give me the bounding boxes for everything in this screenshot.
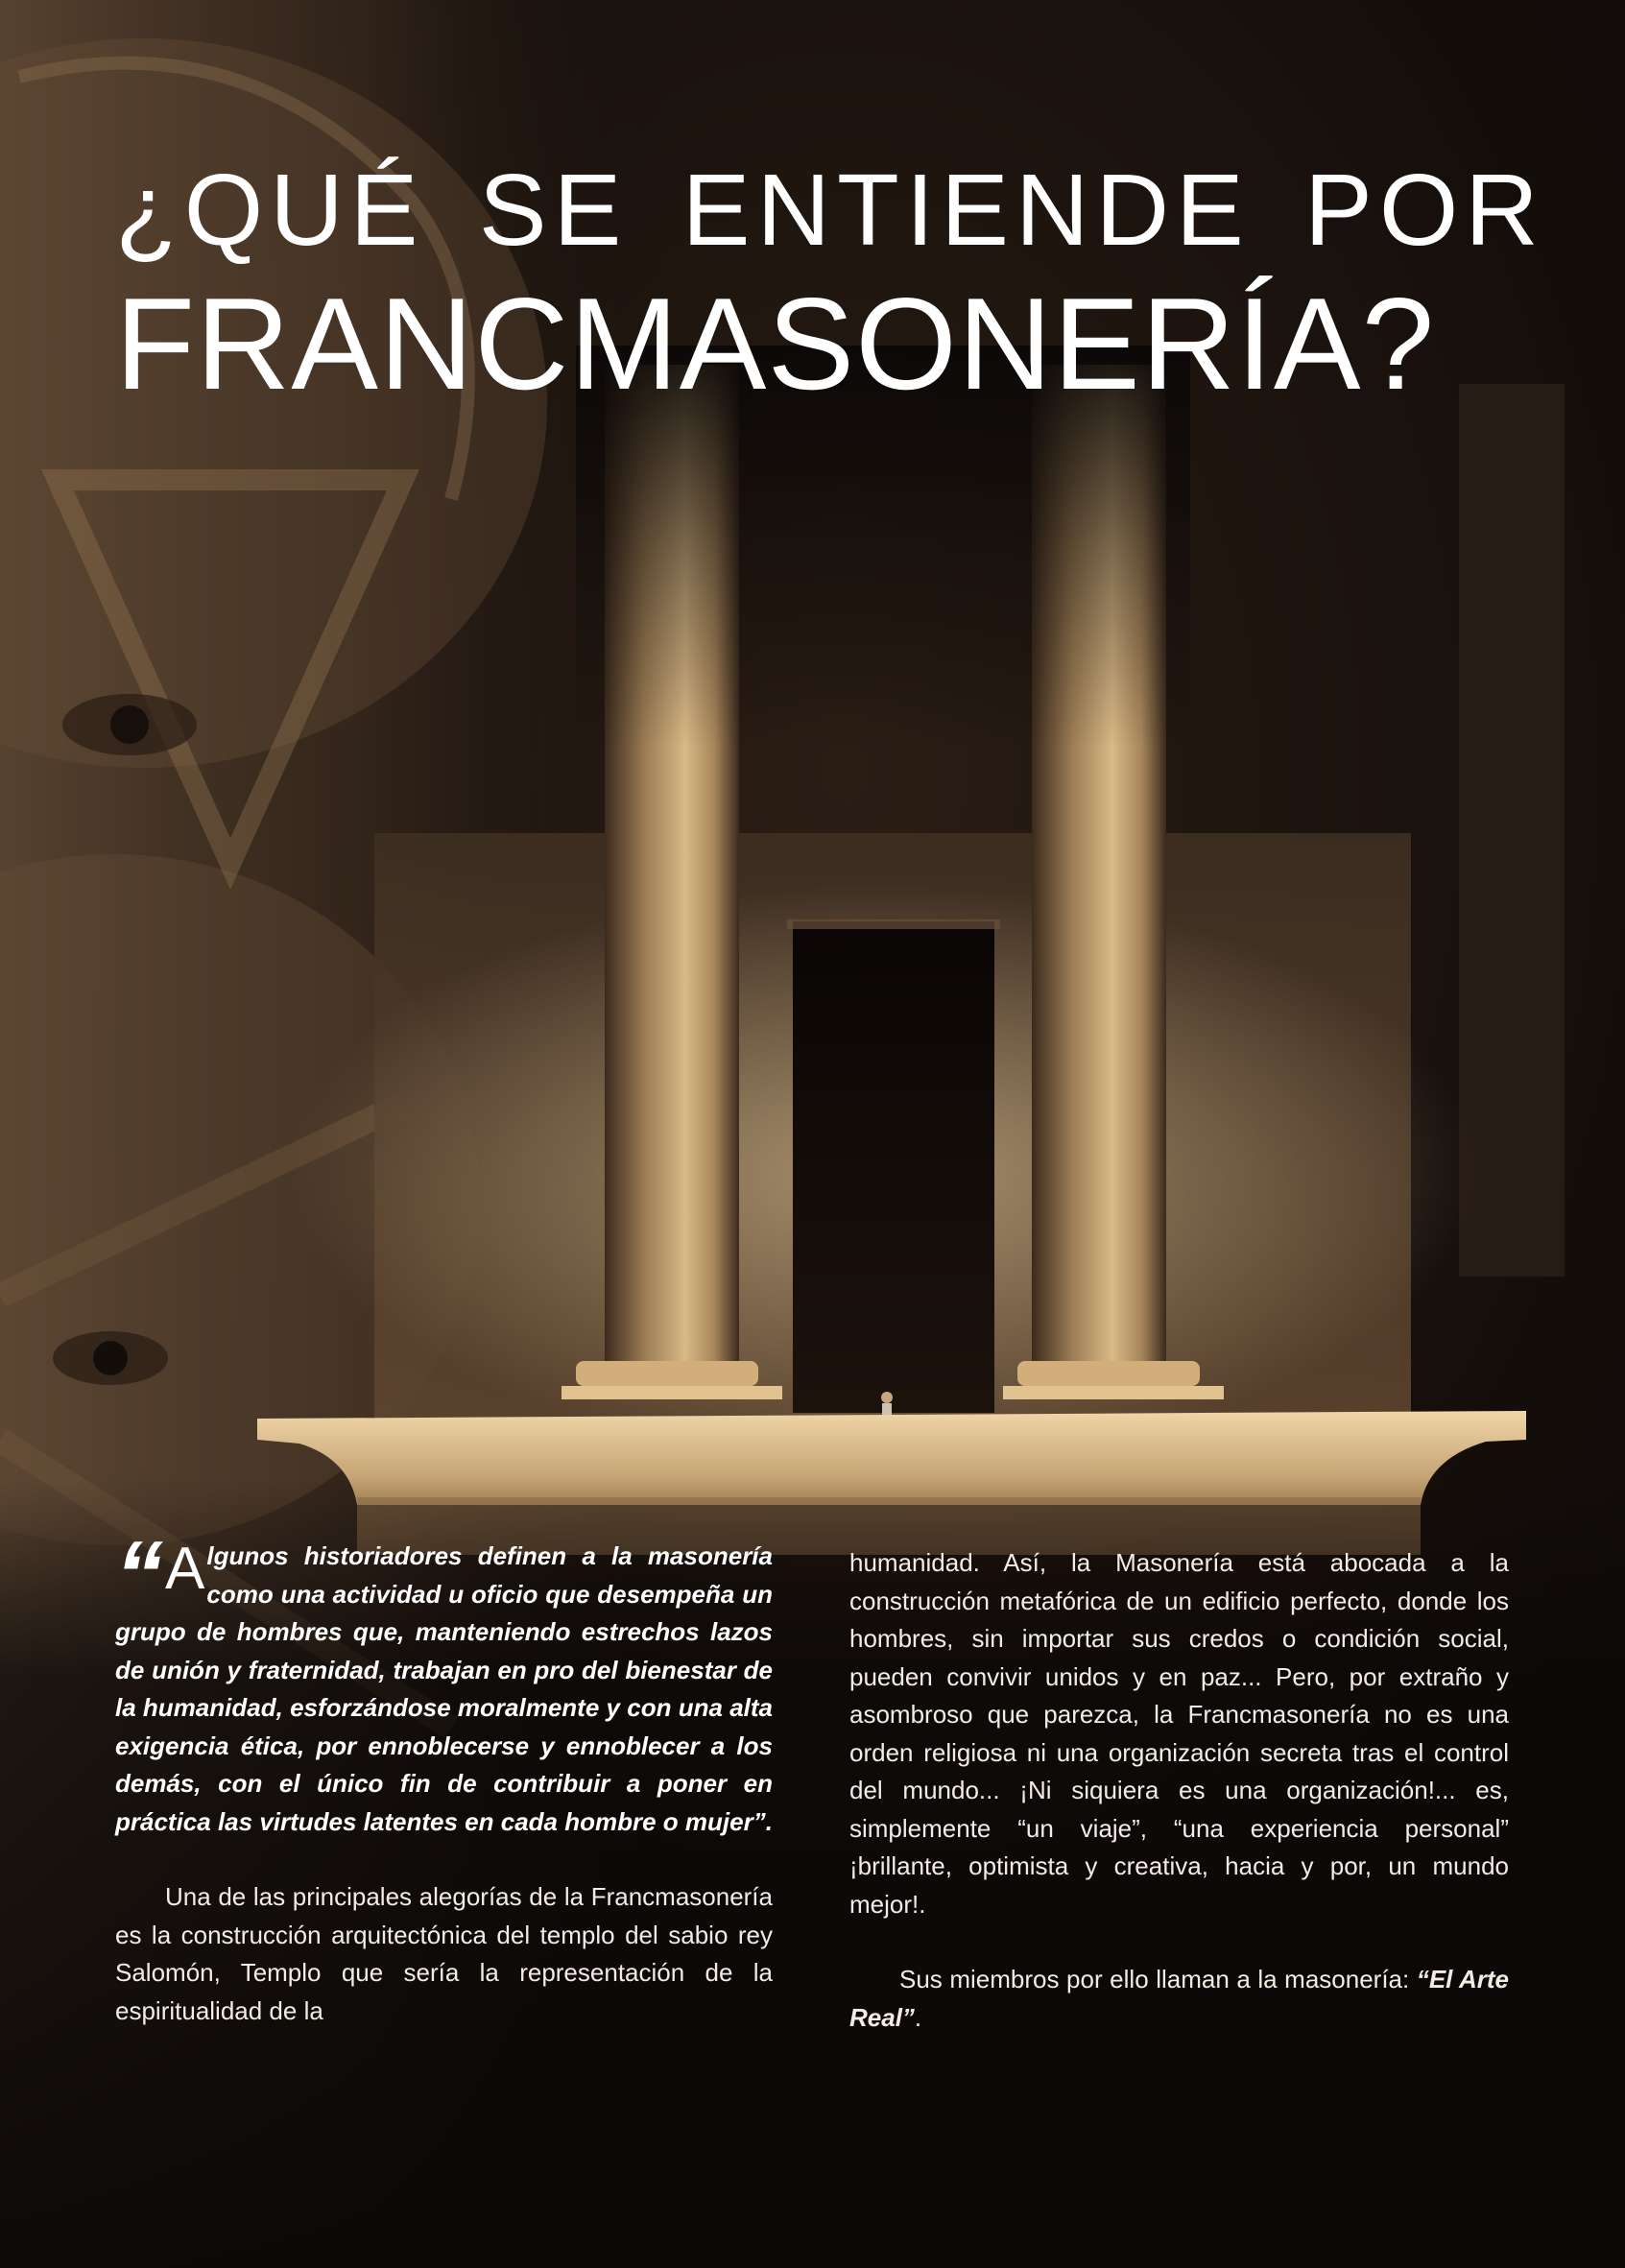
closing-period: . (914, 2002, 922, 2032)
right-text-column (849, 1544, 1509, 2037)
body-paragraph-1: Una de las principales alegorías de la Francmasonería es la construcción arquitectónica del templo del sabio rey Salomón, Templo que sería la representación de la espiritualidad de la (115, 1882, 773, 2025)
closing-lead-text: Sus miembros por ello llaman a la masonería: (899, 1965, 1410, 1993)
body-paragraph-3 (849, 1961, 1509, 2037)
page-title (115, 149, 1555, 416)
title-line-2: FRANCMASONERÍA? (115, 271, 1436, 417)
opening-quote-paragraph (115, 1521, 773, 1841)
quote-mark: “ (115, 1521, 163, 1629)
el-arte-real-emphasis: “El Arte Real” (849, 1965, 1509, 2032)
drop-cap: A (165, 1536, 205, 1602)
body-paragraph-2: humanidad. Así, la Masonería está abocada a la construcción metafórica de un edificio perfecto, donde los hombres, sin importar sus credos o condición social, pueden convivir unidos y en paz... Pero, por extraño y asombroso que parezca, la Francmasonería no es una orden religiosa ni una organización secreta tras el control del mundo... ¡Ni siquiera es una organización!... es, simplemente “un viaje”, “una experiencia personal” ¡brillante, optimista y creativa, hacia y por, un mundo mejor!. (849, 1548, 1509, 1919)
left-text-column (115, 1521, 773, 2030)
quote-text: lgunos historiadores definen a la masonería como una actividad u oficio que desempeña un grupo de hombres que, manteniendo estrechos lazos de unión y fraternidad, trabajan en pro del bienestar de la humanidad, esforzándose moralmente y con una alta exigencia ética, por ennoblecerse y ennoblecer a los demás, con el único fin de contribuir a poner en práctica las virtudes latentes en cada hombre o mujer”. (115, 1541, 773, 1836)
title-line-1: ¿QUÉ SE ENTIENDE POR (115, 154, 1545, 267)
